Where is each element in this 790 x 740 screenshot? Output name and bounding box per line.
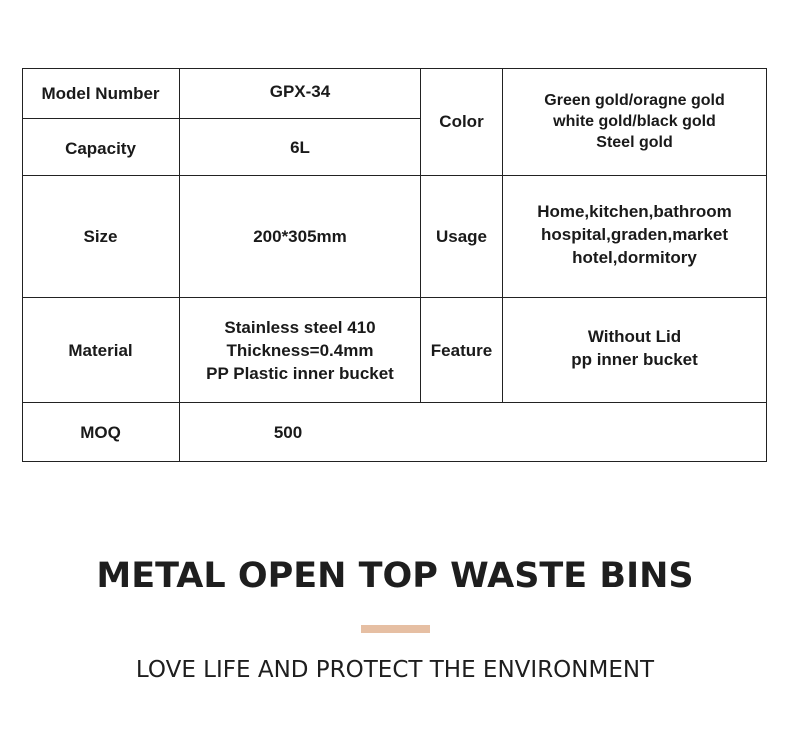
usage-line: hotel,dormitory: [572, 247, 697, 267]
usage-label: Usage: [435, 227, 488, 246]
feature-label: Feature: [430, 340, 493, 360]
page-title: METAL OPEN TOP WASTE BINS: [96, 556, 694, 596]
usage-line: hospital,graden,market: [540, 224, 729, 244]
table-border-bottom: [22, 461, 767, 462]
page-subtitle: LOVE LIFE AND PROTECT THE ENVIRONMENT: [135, 657, 655, 683]
capacity-label: Capacity: [65, 139, 136, 158]
feature-line: Without Lid: [587, 327, 682, 346]
material-line: Thickness=0.4mm: [226, 340, 374, 360]
material-value: [180, 298, 420, 402]
moq-value: 500: [273, 422, 303, 442]
model-number-value: GPX-34: [269, 81, 331, 101]
feature-value: [503, 298, 766, 398]
material-label: Material: [68, 340, 133, 360]
model-number-label: Model Number: [41, 83, 160, 103]
moq-label: MOQ: [80, 422, 121, 442]
color-label: Color: [439, 112, 484, 131]
capacity-value: 6L: [290, 137, 310, 157]
accent-divider: [361, 625, 430, 633]
usage-line: Home,kitchen,bathroom: [537, 201, 732, 221]
feature-line: pp inner bucket: [571, 350, 698, 369]
color-line: white gold/black gold: [553, 113, 716, 130]
material-line: Stainless steel 410: [224, 317, 376, 337]
size-value: 200*305mm: [253, 227, 347, 246]
spec-table: [22, 68, 767, 462]
color-line: Green gold/oragne gold: [544, 92, 725, 109]
size-label: Size: [83, 227, 118, 246]
material-line: PP Plastic inner bucket: [206, 363, 394, 383]
color-line: Steel gold: [596, 134, 673, 151]
usage-value: [503, 176, 766, 292]
color-value: [503, 68, 766, 175]
